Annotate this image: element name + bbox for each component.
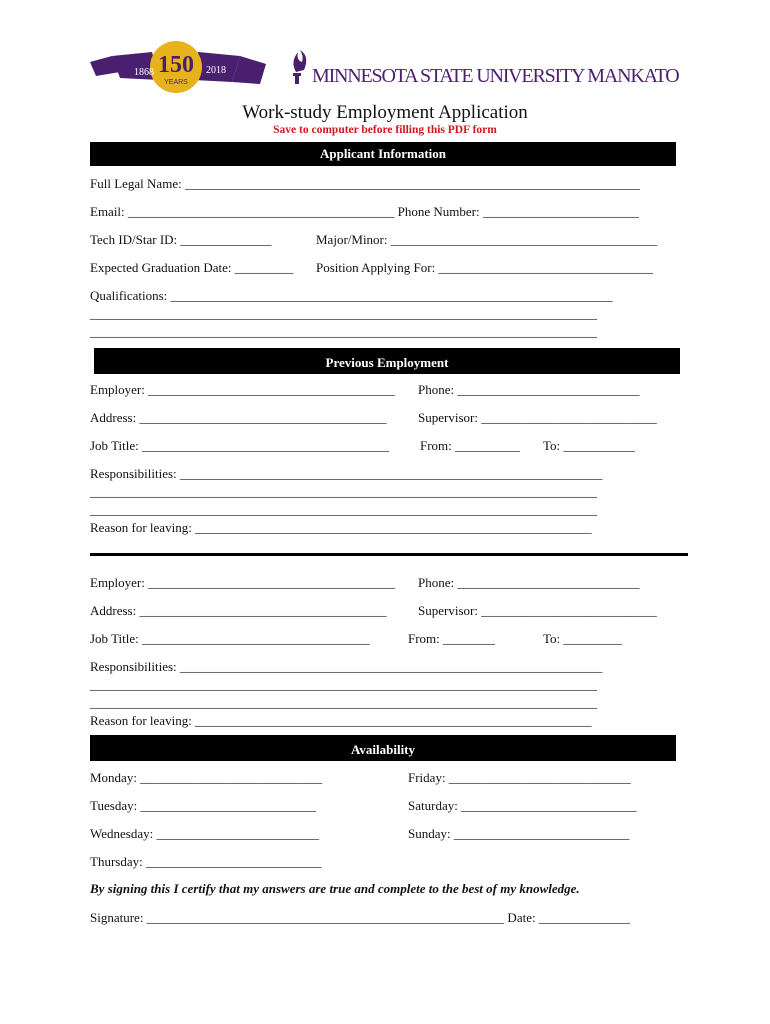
wednesday-field[interactable]: Wednesday: _________________________: [90, 826, 319, 841]
thursday-field[interactable]: Thursday: ___________________________: [90, 854, 322, 869]
employer-1-supervisor-field[interactable]: Supervisor: ___________________________: [418, 410, 657, 425]
employer-1-field[interactable]: Employer: ______________________________________: [90, 382, 396, 397]
employer-2-responsibilities-line-2[interactable]: ______________________________________________________________________________: [90, 677, 597, 692]
tuesday-field[interactable]: Tuesday: ___________________________: [90, 798, 316, 813]
sunday-field[interactable]: Sunday: ___________________________: [408, 826, 630, 841]
availability-section-title: Availability: [350, 742, 416, 757]
employer-2-address-field[interactable]: Address: ______________________________________: [90, 603, 387, 618]
applicant-section-title: Applicant Information: [319, 146, 447, 161]
tech-id-field[interactable]: Tech ID/Star ID: ______________: [90, 232, 272, 247]
anniversary-number-text: 150: [158, 52, 194, 78]
saturday-field[interactable]: Saturday: ___________________________: [408, 798, 637, 813]
anniversary-banner-graphic: [90, 38, 690, 98]
employer-1-job-title-field[interactable]: Job Title: ______________________________________: [90, 438, 390, 453]
employer-2-responsibilities-field[interactable]: Responsibilities: _________________________________________________________________: [90, 659, 603, 674]
certification-statement: By signing this I certify that my answers are true and complete to the best of my knowledge.: [90, 881, 580, 896]
availability-section-header: [90, 735, 676, 761]
qualifications-field[interactable]: Qualifications: ____________________________________________________________________: [90, 288, 613, 303]
form-title: Work-study Employment Application: [242, 102, 528, 123]
major-minor-field[interactable]: Major/Minor: _________________________________________: [316, 232, 658, 247]
employer-2-supervisor-field[interactable]: Supervisor: ___________________________: [418, 603, 657, 618]
employer-1-phone-field[interactable]: Phone: ____________________________: [418, 382, 640, 397]
year-start-text: 1868: [134, 67, 154, 78]
applicant-section-header: [90, 142, 676, 166]
email-phone-field[interactable]: Email: _________________________________________ Phone Number: ________________________: [90, 204, 639, 219]
employer-1-to-field[interactable]: To: ___________: [543, 438, 635, 453]
employer-2-from-field[interactable]: From: ________: [408, 631, 496, 646]
employer-2-reason-field[interactable]: Reason for leaving: _____________________________________________________________: [90, 713, 592, 728]
save-notice: Save to computer before filling this PDF form: [273, 124, 497, 136]
employer-1-responsibilities-field[interactable]: Responsibilities: _________________________________________________________________: [90, 466, 603, 481]
employer-2-job-title-field[interactable]: Job Title: ___________________________________: [90, 631, 370, 646]
monday-field[interactable]: Monday: ____________________________: [90, 770, 323, 785]
employer-1-address-field[interactable]: Address: ______________________________________: [90, 410, 387, 425]
signature-date-field[interactable]: Signature: _______________________________________________________ Date: ______________: [90, 910, 630, 925]
friday-field[interactable]: Friday: ____________________________: [408, 770, 631, 785]
employer-2-responsibilities-line-3[interactable]: ______________________________________________________________________________: [90, 695, 597, 710]
employer-1-responsibilities-line-3[interactable]: ______________________________________________________________________________: [90, 502, 597, 517]
employer-1-responsibilities-line-2[interactable]: ______________________________________________________________________________: [90, 484, 597, 499]
full-legal-name-field[interactable]: Full Legal Name: ______________________________________________________________________: [90, 176, 640, 191]
year-end-text: 2018: [206, 65, 226, 76]
employer-2-phone-field[interactable]: Phone: ____________________________: [418, 575, 640, 590]
qualifications-line-3[interactable]: ______________________________________________________________________________: [90, 324, 597, 339]
employer-1-from-field[interactable]: From: __________: [420, 438, 521, 453]
position-applying-field[interactable]: Position Applying For: _________________________________: [316, 260, 653, 275]
torch-icon: [293, 50, 306, 84]
employer-2-to-field[interactable]: To: _________: [543, 631, 622, 646]
university-name-text: MINNESOTA STATE UNIVERSITY MANKATO: [312, 65, 680, 87]
previous-employment-section-header: [94, 348, 680, 374]
previous-employment-section-title: Previous Employment: [325, 355, 449, 370]
employer-2-field[interactable]: Employer: ______________________________________: [90, 575, 396, 590]
qualifications-line-2[interactable]: ______________________________________________________________________________: [90, 306, 597, 321]
section-divider: [90, 553, 688, 556]
years-word-text: YEARS: [164, 79, 188, 86]
employer-1-reason-field[interactable]: Reason for leaving: _____________________________________________________________: [90, 520, 592, 535]
graduation-date-field[interactable]: Expected Graduation Date: _________: [90, 260, 294, 275]
university-logo: [90, 38, 690, 98]
